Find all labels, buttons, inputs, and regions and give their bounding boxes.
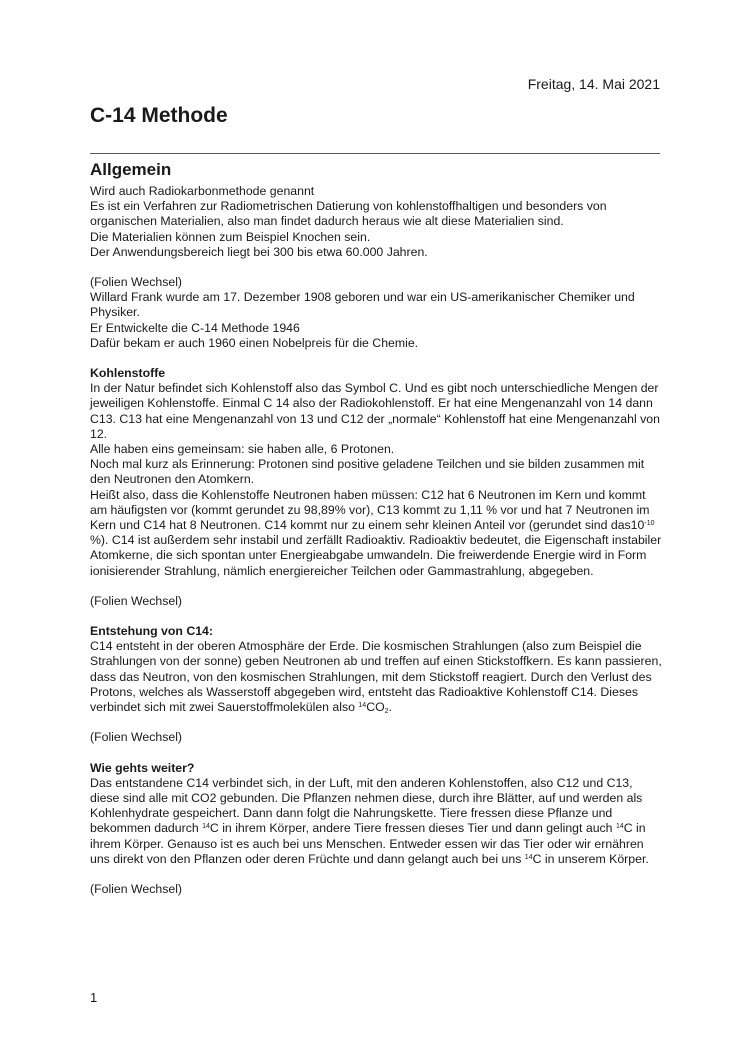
paragraph: Die Materialien können zum Beispiel Knochen sein.	[90, 229, 371, 244]
subheading-weiter: Wie gehts weiter?	[90, 760, 195, 775]
page-number: 1	[90, 990, 98, 1005]
paragraph: Er Entwickelte die C-14 Methode 1946	[90, 320, 300, 335]
paragraph: Das entstandene C14 verbindet sich, in der Luft, mit den anderen Kohlenstoffen, also C12 und C13, diese sind alle mit CO2 gebunden. Die Pflanzen nehmen diese, durch ihre Blätter, auf und werden als Kohlenhydrate gespeichert. Dann dann folgt die Nahrungskette. Tiere fressen diese Pflanze und bekommen dadurch $^{14}$C in ihrem Körper, andere Tiere fressen dieses Tier und dann gelingt auch $^{14}$C in ihrem Körper. Genauso ist es auch bei uns Menschen. Entweder essen wir das Tier oder wir ernähren uns direkt von den Pflanzen oder deren Früchte und dann gelangt auch bei uns $^{14}$C in unserem Körper.	[90, 775, 649, 866]
slide-change-note: (Folien Wechsel)	[90, 593, 183, 608]
paragraph: In der Natur befindet sich Kohlenstoff also das Symbol C. Und es gibt noch unterschiedliche Mengen der jeweiligen Kohlenstoffe. Einmal C 14 also der Radiokohlenstoff. Er hat eine Mengenanzahl von 14 dann C13. C13 hat eine Mengenanzahl von 13 und C12 der „normale“ Kohlenstoff hat eine Mengenanzahl von 12.	[90, 381, 660, 441]
document-body	[90, 184, 665, 897]
paragraph: Es ist ein Verfahren zur Radiometrischen Datierung von kohlenstoffhaltigen und besonders von organischen Materialien, also man findet dadurch heraus wie alt diese Materialien sind.	[90, 199, 607, 229]
document-title: C-14 Methode	[90, 104, 228, 127]
section-heading-allgemein: Allgemein	[90, 160, 172, 179]
subheading-entstehung: Entstehung von C14:	[90, 624, 213, 639]
paragraph: Willard Frank wurde am 17. Dezember 1908 geboren und war ein US-amerikanischer Chemiker und Physiker.	[90, 290, 635, 320]
slide-change-note: (Folien Wechsel)	[90, 881, 183, 896]
paragraph: Dafür bekam er auch 1960 einen Nobelpreis für die Chemie.	[90, 335, 419, 350]
paragraph: Wird auch Radiokarbonmethode genannt	[90, 184, 315, 198]
slide-change-note: (Folien Wechsel)	[90, 275, 183, 290]
paragraph: Heißt also, dass die Kohlenstoffe Neutronen haben müssen: C12 hat 6 Neutronen im Kern und kommt am häufigsten vor (kommt gerundet zu 98,89% vor), C13 kommt zu 1,11 % vor und hat 7 Neutronen im Kern und C14 hat 8 Neutronen. C14 kommt nur zu einem sehr kleinen Anteil vor (gerundet sind $das10^{-10}$ %). C14 ist außerdem sehr instabil und zerfällt Radioaktiv. Radioaktiv bedeutet, die Eigenschaft instabiler Atomkerne, die sich spontan unter Energieabgabe umwandeln. Die freiwerdende Energie wird in Form ionisierender Strahlung, nämlich energiereicher Teilchen oder Gammastrahlung, abgegeben.	[90, 487, 662, 578]
paragraph: Noch mal kurz als Erinnerung: Protonen sind positive geladene Teilchen und sie bilden zusammen mit den Neutronen den Atomkern.	[90, 457, 645, 487]
subheading-kohlenstoffe: Kohlenstoffe	[90, 366, 166, 381]
paragraph: Der Anwendungsbereich liegt bei 300 bis etwa 60.000 Jahren.	[90, 244, 428, 259]
paragraph: C14 entsteht in der oberen Atmosphäre der Erde. Die kosmischen Strahlungen (also zum Beispiel die Strahlungen von der sonne) geben Neutronen ab und treffen auf einen Stickstoffkern. Es kann passieren, dass das Neutron, von den kosmischen Strahlungen, mit dem Stickstoff reagiert. Durch den Verlust des Protons, welches als Wasserstoff abgegeben wird, entsteht das Radioaktive Kohlenstoff C14. Dieses verbindet sich mit zwei Sauerstoffmolekülen also $^{14}CO_2$.	[90, 639, 662, 716]
slide-change-note: (Folien Wechsel)	[90, 730, 183, 745]
paragraph: Alle haben eins gemeinsam: sie haben alle, 6 Protonen.	[90, 442, 395, 457]
document-date: Freitag, 14. Mai 2021	[527, 76, 660, 92]
title-divider	[90, 153, 660, 154]
